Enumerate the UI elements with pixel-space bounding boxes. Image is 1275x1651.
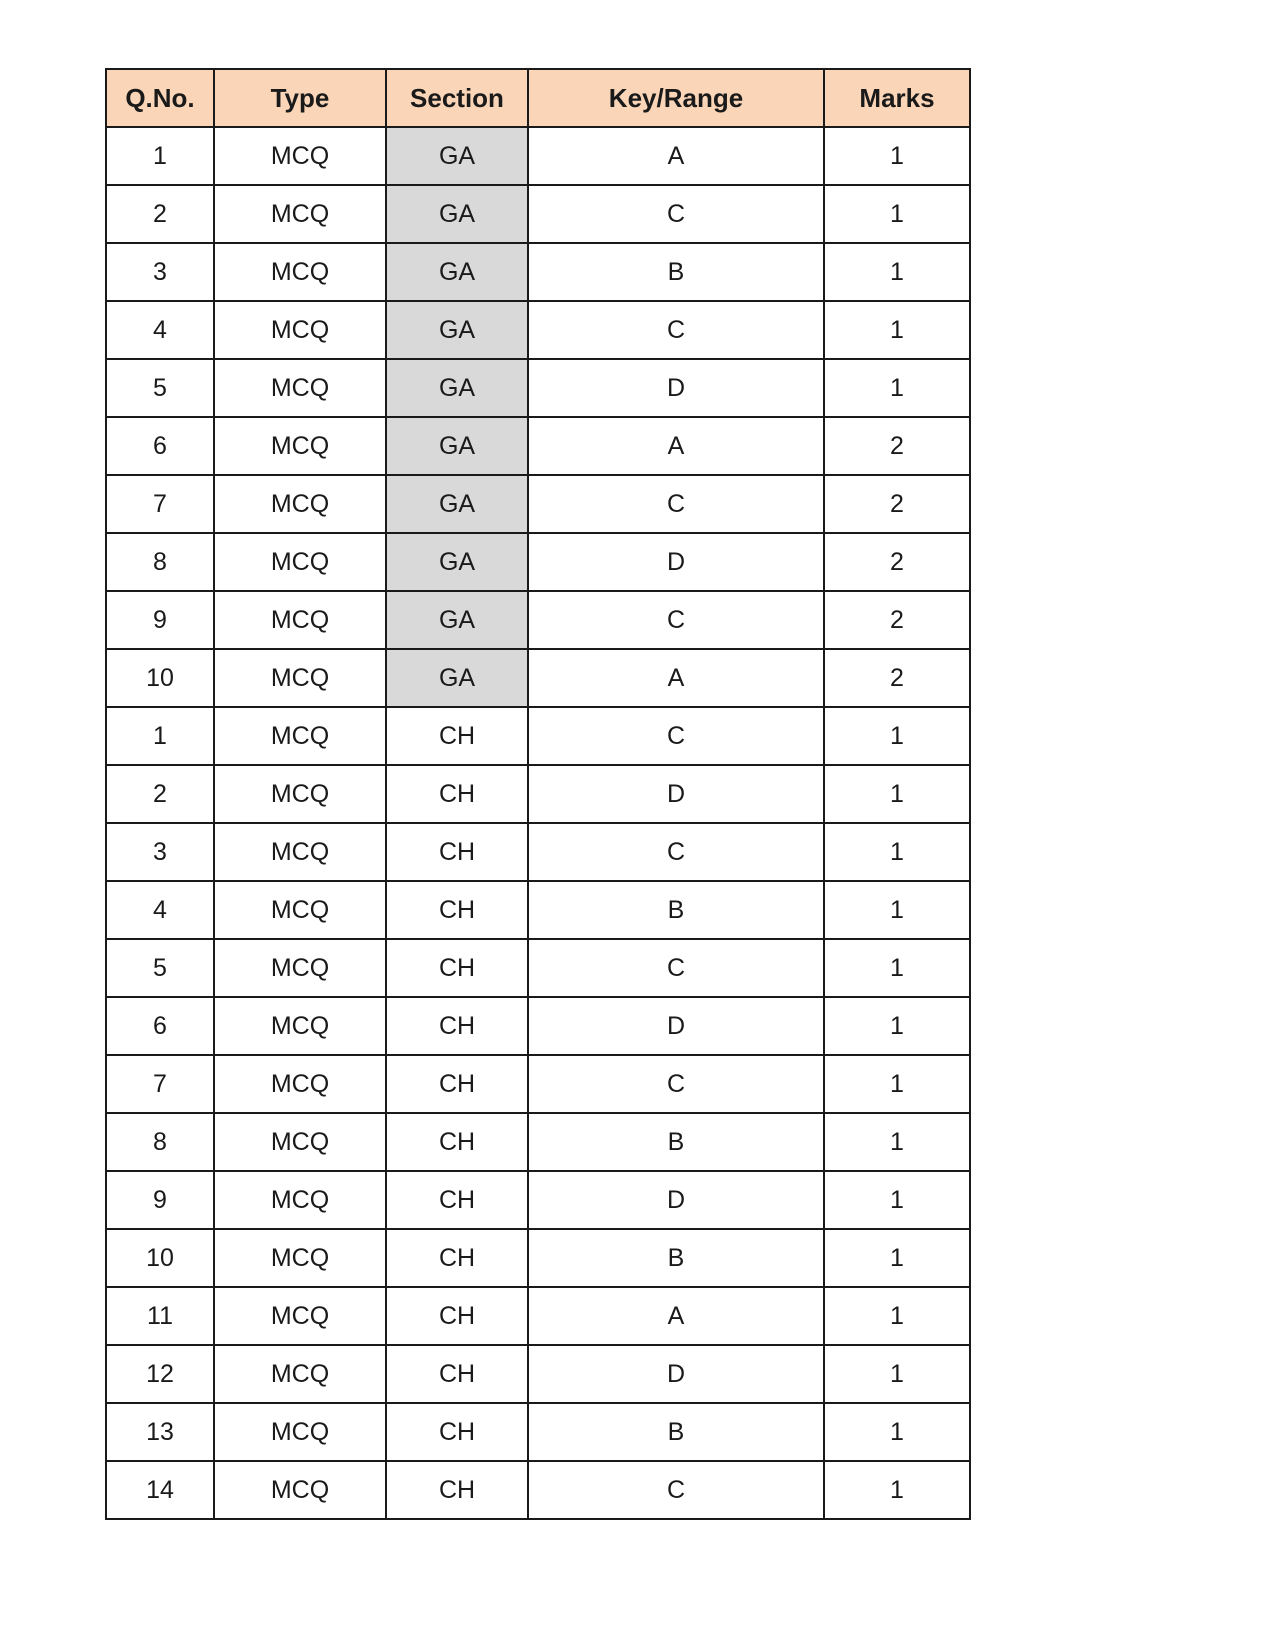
cell-type: MCQ [214,591,386,649]
cell-key-range: B [528,881,824,939]
header-type: Type [214,69,386,127]
cell-key-range: C [528,591,824,649]
table-row [106,1461,970,1519]
cell-key-range: B [528,1229,824,1287]
cell-type: MCQ [214,1461,386,1519]
cell-key-range: C [528,939,824,997]
cell-section: GA [386,591,528,649]
cell-type: MCQ [214,243,386,301]
cell-section: CH [386,997,528,1055]
cell-key-range: A [528,1287,824,1345]
cell-qno: 3 [106,243,214,301]
table-row [106,591,970,649]
cell-type: MCQ [214,1113,386,1171]
cell-qno: 2 [106,185,214,243]
cell-type: MCQ [214,707,386,765]
table-row [106,881,970,939]
cell-marks: 1 [824,1229,970,1287]
cell-key-range: C [528,475,824,533]
cell-key-range: D [528,359,824,417]
cell-key-range: D [528,533,824,591]
cell-qno: 9 [106,591,214,649]
cell-qno: 4 [106,301,214,359]
cell-qno: 7 [106,475,214,533]
cell-marks: 1 [824,359,970,417]
cell-marks: 2 [824,417,970,475]
cell-qno: 13 [106,1403,214,1461]
header-marks: Marks [824,69,970,127]
cell-qno: 1 [106,707,214,765]
cell-qno: 9 [106,1171,214,1229]
table-row [106,1113,970,1171]
cell-marks: 1 [824,185,970,243]
cell-marks: 2 [824,475,970,533]
cell-section: CH [386,1461,528,1519]
cell-marks: 1 [824,1055,970,1113]
cell-marks: 1 [824,1345,970,1403]
cell-section: CH [386,1403,528,1461]
cell-qno: 8 [106,533,214,591]
answer-key-table [105,68,971,1520]
table-row [106,823,970,881]
cell-key-range: D [528,1345,824,1403]
cell-type: MCQ [214,185,386,243]
cell-type: MCQ [214,649,386,707]
cell-key-range: D [528,1171,824,1229]
header-row [106,69,970,127]
cell-key-range: C [528,185,824,243]
table-row [106,1345,970,1403]
cell-key-range: C [528,301,824,359]
table-row [106,185,970,243]
table-row [106,359,970,417]
cell-type: MCQ [214,533,386,591]
table-row [106,1403,970,1461]
cell-marks: 1 [824,823,970,881]
cell-marks: 1 [824,939,970,997]
cell-type: MCQ [214,881,386,939]
cell-marks: 1 [824,1461,970,1519]
cell-section: CH [386,1287,528,1345]
cell-type: MCQ [214,1287,386,1345]
cell-marks: 2 [824,533,970,591]
cell-marks: 1 [824,243,970,301]
cell-qno: 14 [106,1461,214,1519]
cell-type: MCQ [214,301,386,359]
header-key-range: Key/Range [528,69,824,127]
cell-marks: 1 [824,127,970,185]
cell-type: MCQ [214,1345,386,1403]
cell-marks: 1 [824,1287,970,1345]
table-row [106,765,970,823]
table-row [106,301,970,359]
table-row [106,1171,970,1229]
table-header [106,69,970,127]
table-row [106,707,970,765]
header-qno: Q.No. [106,69,214,127]
cell-section: CH [386,765,528,823]
cell-marks: 1 [824,881,970,939]
cell-key-range: B [528,1403,824,1461]
cell-key-range: C [528,1055,824,1113]
cell-marks: 1 [824,1171,970,1229]
cell-section: CH [386,881,528,939]
cell-section: CH [386,823,528,881]
cell-section: CH [386,1345,528,1403]
cell-type: MCQ [214,997,386,1055]
cell-type: MCQ [214,475,386,533]
table-row [106,997,970,1055]
table-row [106,1229,970,1287]
cell-qno: 10 [106,1229,214,1287]
cell-qno: 8 [106,1113,214,1171]
cell-section: GA [386,649,528,707]
cell-marks: 1 [824,997,970,1055]
cell-section: GA [386,359,528,417]
cell-type: MCQ [214,1055,386,1113]
cell-qno: 11 [106,1287,214,1345]
cell-qno: 12 [106,1345,214,1403]
table-row [106,127,970,185]
cell-type: MCQ [214,127,386,185]
table-row [106,649,970,707]
cell-qno: 2 [106,765,214,823]
cell-type: MCQ [214,417,386,475]
cell-marks: 1 [824,765,970,823]
cell-section: GA [386,185,528,243]
cell-section: CH [386,1113,528,1171]
table-row [106,533,970,591]
cell-key-range: C [528,823,824,881]
cell-key-range: C [528,1461,824,1519]
cell-marks: 1 [824,1403,970,1461]
cell-type: MCQ [214,1171,386,1229]
cell-marks: 1 [824,301,970,359]
cell-qno: 10 [106,649,214,707]
cell-qno: 6 [106,997,214,1055]
cell-section: GA [386,533,528,591]
table-row [106,939,970,997]
cell-section: GA [386,417,528,475]
cell-section: GA [386,243,528,301]
table-row [106,1287,970,1345]
table-body [106,127,970,1519]
cell-key-range: A [528,649,824,707]
cell-type: MCQ [214,823,386,881]
cell-key-range: B [528,1113,824,1171]
cell-qno: 3 [106,823,214,881]
cell-qno: 7 [106,1055,214,1113]
cell-section: CH [386,1229,528,1287]
table-row [106,1055,970,1113]
cell-key-range: B [528,243,824,301]
cell-section: CH [386,1171,528,1229]
cell-key-range: D [528,997,824,1055]
cell-type: MCQ [214,765,386,823]
table-row [106,243,970,301]
cell-type: MCQ [214,359,386,417]
cell-section: CH [386,707,528,765]
cell-section: CH [386,1055,528,1113]
cell-marks: 2 [824,591,970,649]
cell-type: MCQ [214,1229,386,1287]
cell-marks: 1 [824,1113,970,1171]
cell-qno: 4 [106,881,214,939]
header-section: Section [386,69,528,127]
table-row [106,475,970,533]
cell-section: GA [386,475,528,533]
cell-key-range: A [528,127,824,185]
cell-qno: 1 [106,127,214,185]
cell-section: CH [386,939,528,997]
cell-marks: 2 [824,649,970,707]
cell-key-range: A [528,417,824,475]
cell-type: MCQ [214,939,386,997]
cell-key-range: D [528,765,824,823]
cell-section: GA [386,301,528,359]
cell-qno: 6 [106,417,214,475]
cell-type: MCQ [214,1403,386,1461]
cell-qno: 5 [106,939,214,997]
cell-marks: 1 [824,707,970,765]
cell-qno: 5 [106,359,214,417]
table-row [106,417,970,475]
cell-section: GA [386,127,528,185]
cell-key-range: C [528,707,824,765]
